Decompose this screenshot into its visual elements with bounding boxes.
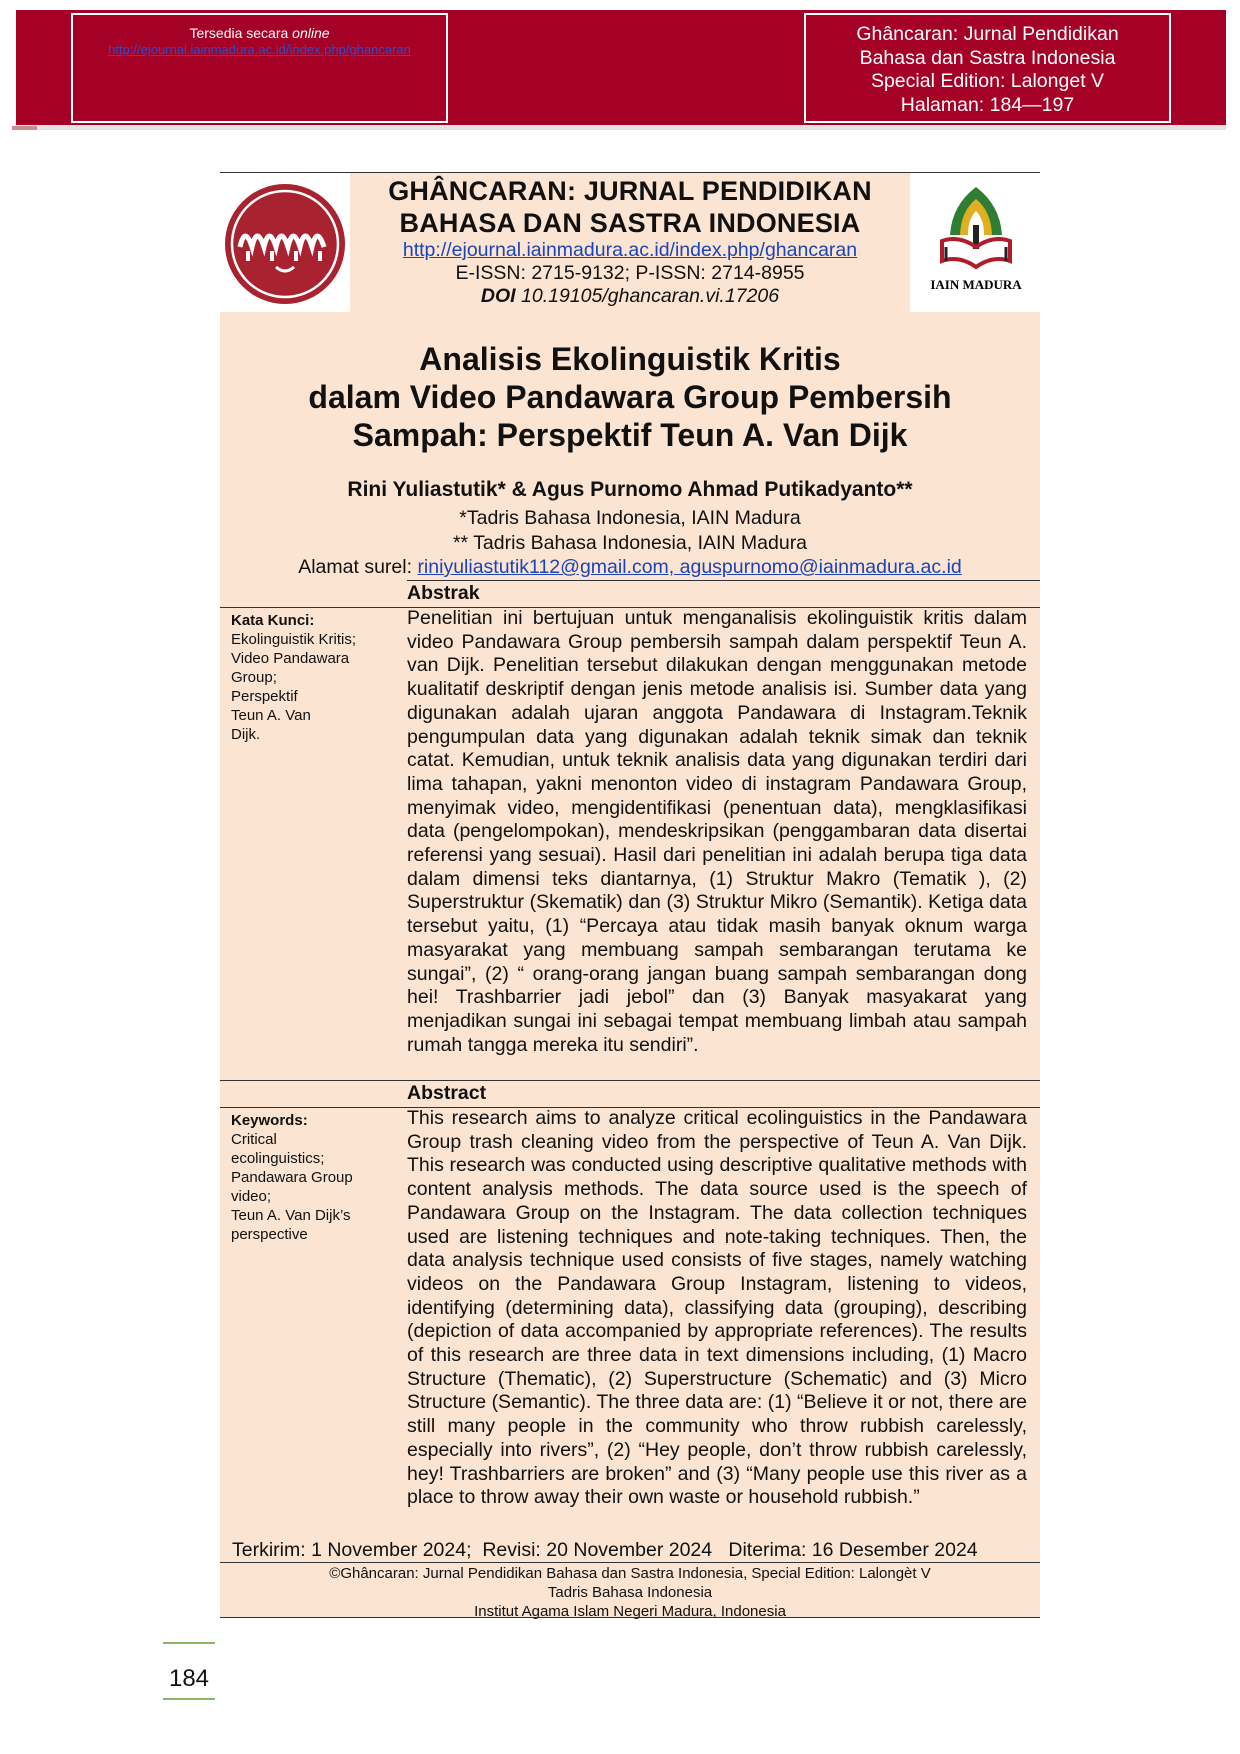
abstrak-heading: Abstrak [407,582,480,604]
journal-link[interactable]: http://ejournal.iainmadura.ac.id/index.php/ghancaran [402,239,858,261]
kata-kunci [231,611,376,744]
abstract-text: This research aims to analyze critical ecolinguistics in the Pandawara Group trash cleaning video from the perspective of Teun A. Van Dijk. This research was conducted using descriptive qualitative methods with content analysis methods. The data source used is the speech of Pandawara Group on the Instagram. The data collection techniques used are listening techniques and note-taking techniques. Then, the data analysis technique used consists of five stages, namely watching videos on the Pandawara Group Instagram, listening to videos, identifying (determining data), classifying data (grouping), describing (depiction of data accompanied by appropriate references). The results of this research are three data in text dimensions including, (1) Macro Structure (Thematic), (2) Superstructure (Schematic) and (3) Micro Structure (Semantic). The three data are: (1) “Believe it or not, there are still many people in the community who throw rubbish carelessly, especially into rivers”, (2) “Hey people, don’t throw rubbish carelessly, hey! Trashbarriers are broken” and (3) “Many people use this river as a place to throw away their own waste or household rubbish.” [407,1107,1027,1509]
journal-header [220,172,1040,314]
ghancaran-logo [220,179,350,309]
divider [407,580,1040,581]
doi-text: DOI 10.19105/ghancaran.vi.17206 [480,285,780,307]
banner-info-line: Ghâncaran: Jurnal Pendidikan [856,23,1119,45]
abstrak-text: Penelitian ini bertujuan untuk menganalisis ekolinguistik kritis dalam video Pandawara Group pembersih sampah dalam perspektif Teun A. van Dijk. Penelitian tersebut dilakukan dengan menggunakan metode kualitatif deskriptif dengan jenis metode analisis isi. Sumber data yang digunakan adalah ujaran anggota Pandawara di Instagram.Teknik pengumpulan data yang digunakan adalah teknik simak dan teknik catat. Kemudian, untuk teknik analisis data yang digunakan terdiri dari lima tahapan, yakni menonton video di instagram Pandawara Group, menyimak video, mengidentifikasi (penentuan data), mengklasifikasi data (pengelompokan), mendeskripsikan (penggambaran data disertai referensi yang sesuai). Hasil dari penelitian ini adalah berupa tiga data dalam dimensi teks diantarnya, (1) Struktur Makro (Tematik ), (2) Superstruktur (Skematik) dan (3) Struktur Mikro (Semantik). Ketiga data tersebut yaitu, (1) “Percaya atau tidak masih banyak oknum warga masyarakat yang membuang sampah sembarangan terutama ke sungai”, (2) “ orang-orang jangan buang sampah sembarangan dong hei! Trashbarrier jadi jebol” dan (3) Banyak masyakarat yang menjadikan sungai ini sebagai tempat membuang limbah atau sampah rumah tangga mereka itu sendiri”. [407,607,1027,1056]
banner-info-line: Special Edition: Lalonget V [870,70,1105,92]
copyright-footer: ©Ghâncaran: Jurnal Pendidikan Bahasa dan Sastra Indonesia, Special Edition: Lalongèt V Tadris Bahasa Indonesia Institut Agama Islam Negeri Madura, Indonesia [329,1565,931,1620]
page-number-rule [163,1642,215,1644]
abstract-heading: Abstract [407,1082,487,1104]
email-line: Alamat surel: riniyuliastutik112@gmail.com, aguspurnomo@iainmadura.ac.id [298,556,962,578]
divider [220,1080,1040,1081]
svg-text:IAIN MADURA: IAIN MADURA [930,277,1022,292]
keywords [231,1111,376,1244]
journal-header-text [350,173,910,313]
keywords-label: Keywords: [231,1112,308,1129]
kata-kunci-text: Ekolinguistik Kritis; Video Pandawara Group; Perspektif Teun A. Van Dijk. [231,631,357,743]
iain-madura-logo [912,185,1040,299]
page-number: 184 [168,1665,210,1692]
kata-kunci-label: Kata Kunci: [231,612,315,629]
divider [220,1617,1040,1618]
issn-text: E-ISSN: 2715-9132; P-ISSN: 2714-8955 [455,262,805,284]
affiliation: *Tadris Bahasa Indonesia, IAIN Madura [459,507,801,529]
email-link[interactable]: riniyuliastutik112@gmail.com, aguspurnomo@iainmadura.ac.id [417,556,962,578]
journal-banner [16,10,1226,130]
authors: Rini Yuliastutik* & Agus Purnomo Ahmad Putikadyanto** [347,478,913,501]
article-body [220,312,1040,1618]
banner-info-line: Halaman: 184—197 [900,93,1075,116]
journal-title: GHÂNCARAN: JURNAL PENDIDIKAN BAHASA DAN SASTRA INDONESIA [388,176,872,238]
online-availability-box [71,13,448,123]
article-title: Analisis Ekolinguistik Kritis dalam Video Pandawara Group Pembersih Sampah: Perspektif Teun A. Van Dijk [308,341,952,453]
banner-info-line: Bahasa dan Sastra Indonesia [859,46,1116,69]
banner-shadow [12,126,37,130]
banner-journal-link[interactable]: http://ejournal.iainmadura.ac.id/index.php/ghancaran [108,42,411,57]
divider [220,1562,1040,1563]
online-availability-text: Tersedia secara online [189,25,330,41]
keywords-text: Critical ecolinguistics; Pandawara Group video; Teun A. Van Dijk’s perspective [231,1131,353,1243]
page-number-rule [163,1698,215,1700]
journal-info-box [804,13,1171,123]
submission-dates: Terkirim: 1 November 2024; Revisi: 20 November 2024 Diterima: 16 Desember 2024 [232,1539,978,1561]
affiliation: ** Tadris Bahasa Indonesia, IAIN Madura [452,532,808,554]
